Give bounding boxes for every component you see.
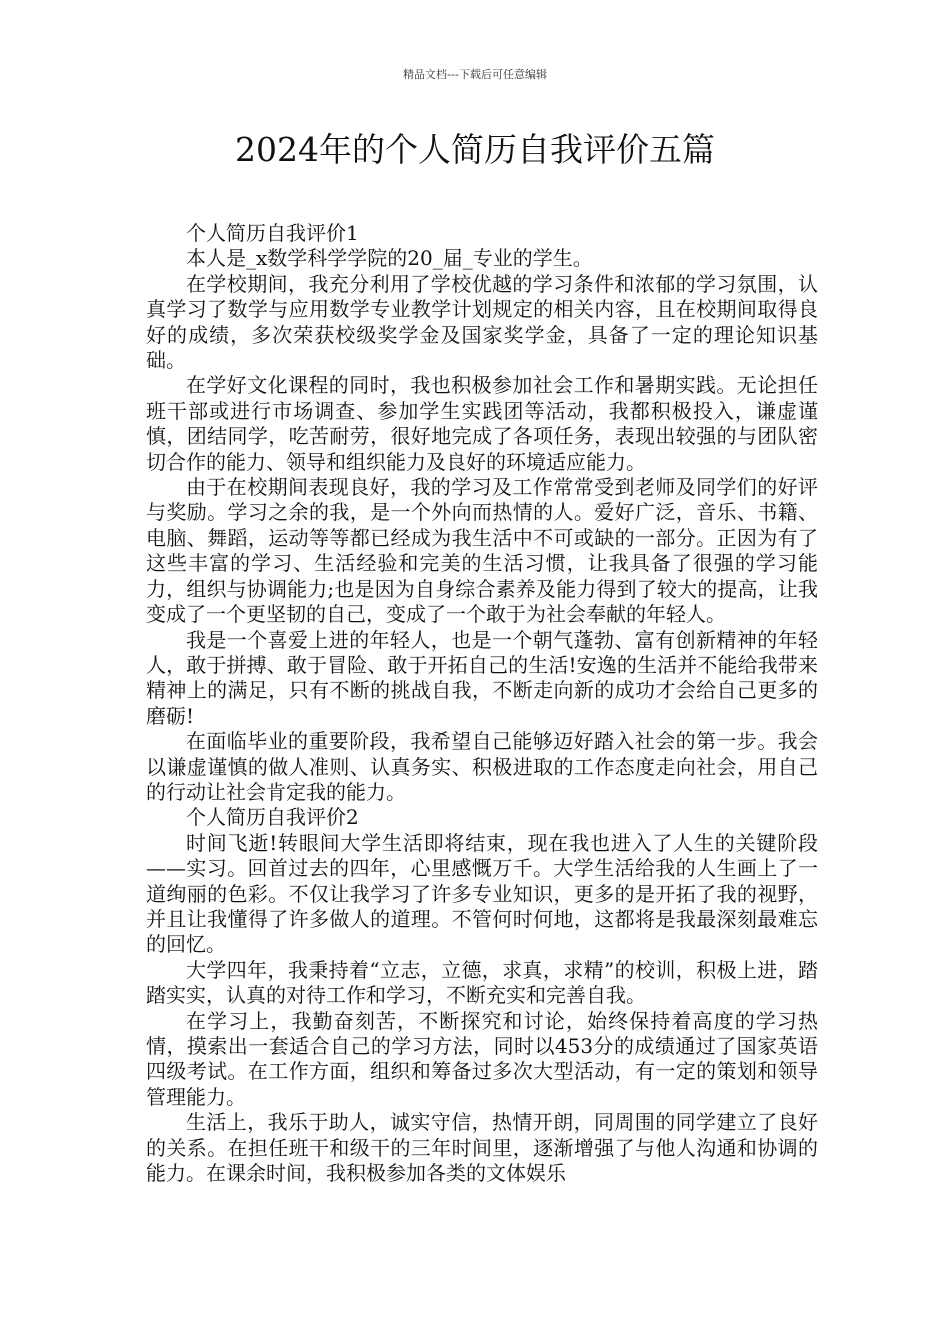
paragraph: 我是一个喜爱上进的年轻人，也是一个朝气蓬勃、富有创新精神的年轻人，敢于拼搏、敢于冒险、敢于开拓自己的生活!安逸的生活并不能给我带来精神上的满足，只有不断的挑战自我，不断走向新的成功才会给自己更多的磨砺! [146,627,818,728]
paragraph: 在学习上，我勤奋刻苦，不断探究和讨论，始终保持着高度的学习热情，摸索出一套适合自己的学习方法，同时以453分的成绩通过了国家英语四级考试。在工作方面，组织和筹备过多次大型活动，有一定的策划和领导管理能力。 [146,1008,818,1109]
paragraph: 生活上，我乐于助人，诚实守信，热情开朗，同周围的同学建立了良好的关系。在担任班干和级干的三年时间里，逐渐增强了与他人沟通和协调的能力。在课余时间，我积极参加各类的文体娱乐 [146,1110,818,1186]
paragraph: 在面临毕业的重要阶段，我希望自己能够迈好踏入社会的第一步。我会以谦虚谨慎的做人准则、认真务实、积极进取的工作态度走向社会，用自己的行动让社会肯定我的能力。 [146,729,818,804]
section-heading: 个人简历自我评价1 [186,221,359,245]
paragraph: 本人是_x数学科学学院的20_届_专业的学生。 [186,246,593,271]
header-note: 精品文档---下载后可任意编辑 [403,68,547,81]
document-title: 2024年的个人简历自我评价五篇 [235,130,715,169]
paragraph: 在学校期间，我充分利用了学校优越的学习条件和浓郁的学习氛围，认真学习了数学与应用数学专业教学计划规定的相关内容，且在校期间取得良好的成绩，多次荣获校级奖学金及国家奖学金，具备了一定的理论知识基础。 [146,271,818,373]
paragraph: 时间飞逝!转眼间大学生活即将结束，现在我也进入了人生的关键阶段——实习。回首过去的四年，心里感慨万千。大学生活给我的人生画上了一道绚丽的色彩。不仅让我学习了许多专业知识，更多的是开拓了我的视野，并且让我懂得了许多做人的道理。不管何时何地，这都将是我最深刻最难忘的回忆。 [146,830,818,957]
paragraph: 由于在校期间表现良好，我的学习及工作常常受到老师及同学们的好评与奖励。学习之余的我，是一个外向而热情的人。爱好广泛，音乐、书籍、电脑、舞蹈，运动等等都已经成为我生活中不可或缺的一部分。正因为有了这些丰富的学习、生活经验和完美的生活习惯，让我具备了很强的学习能力，组织与协调能力;也是因为自身综合素养及能力得到了较大的提高，让我变成了一个更坚韧的自己，变成了一个敢于为社会奉献的年轻人。 [146,475,818,627]
document-body [146,221,818,1186]
paragraph: 大学四年，我秉持着“立志，立德，求真，求精”的校训，积极上进，踏踏实实，认真的对待工作和学习，不断充实和完善自我。 [146,957,818,1008]
paragraph: 在学好文化课程的同时，我也积极参加社会工作和暑期实践。无论担任班干部或进行市场调查、参加学生实践团等活动，我都积极投入，谦虚谨慎，团结同学，吃苦耐劳，很好地完成了各项任务，表现出较强的与团队密切合作的能力、领导和组织能力及良好的环境适应能力。 [146,373,818,474]
section-heading: 个人简历自我评价2 [186,805,359,830]
